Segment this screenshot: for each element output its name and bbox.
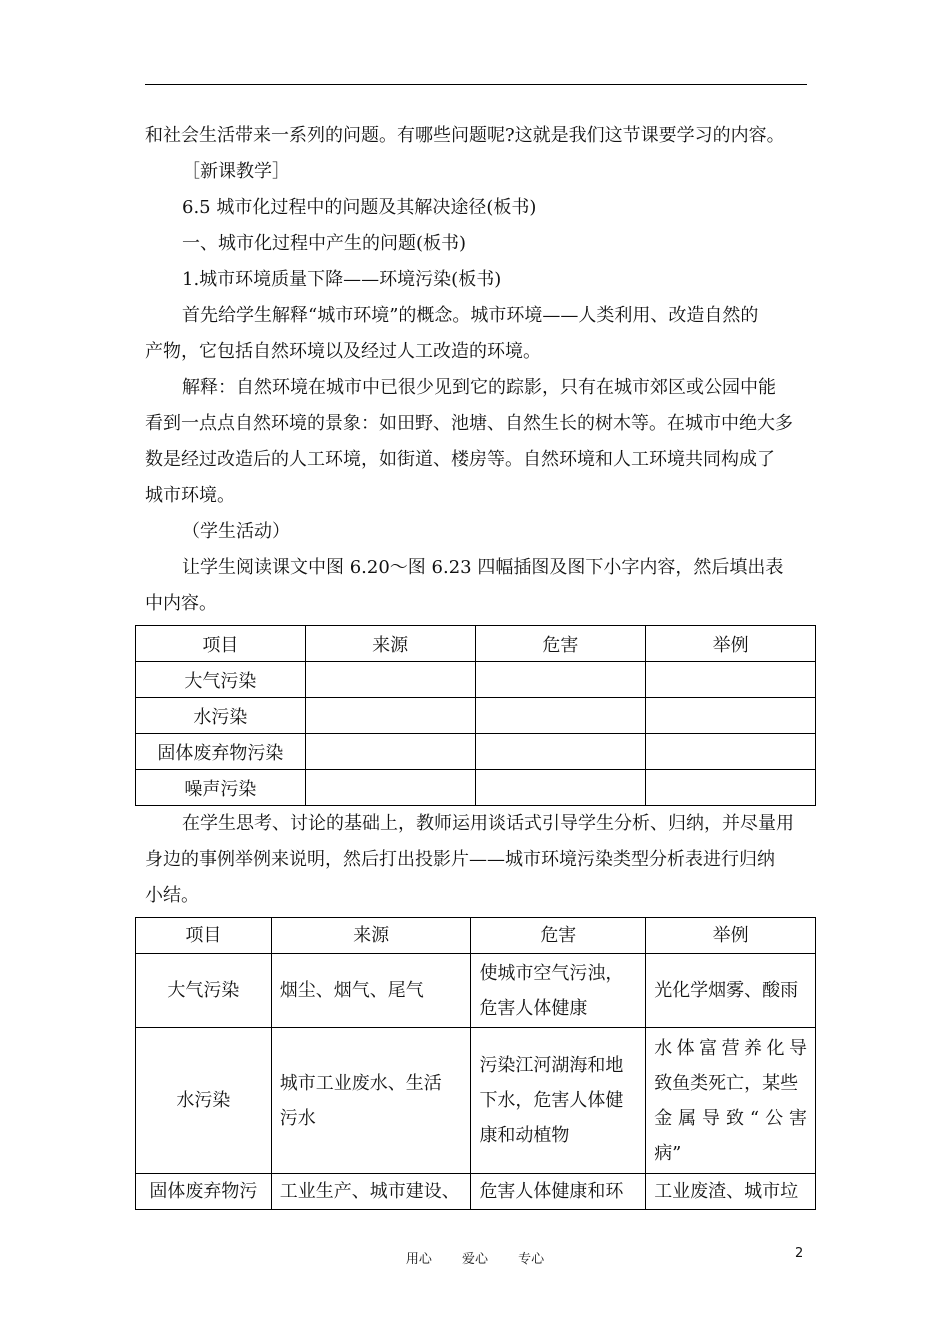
row-example	[646, 1028, 816, 1174]
empty-cell	[475, 698, 646, 734]
empty-cell	[305, 698, 475, 734]
section-label: ［新课教学］	[182, 161, 290, 182]
paragraph-line: 让学生阅读课文中图 6.20～图 6.23 四幅插图及图下小字内容，然后填出表	[182, 557, 784, 578]
paragraph-line: 解释：自然环境在城市中已很少见到它的踪影，只有在城市郊区或公园中能	[182, 377, 776, 398]
empty-cell	[305, 662, 475, 698]
row-example: 光化学烟雾、酸雨	[646, 954, 816, 1028]
row-item: 固体废弃物污	[136, 1174, 272, 1210]
row-item: 噪声污染	[136, 770, 306, 806]
header-example: 举例	[646, 918, 816, 954]
table-row	[136, 698, 816, 734]
empty-cell	[305, 770, 475, 806]
header-source: 来源	[305, 626, 475, 662]
empty-cell	[475, 662, 646, 698]
header-harm: 危害	[475, 626, 646, 662]
row-item: 水污染	[136, 1028, 272, 1174]
paragraph-line: 在学生思考、讨论的基础上，教师运用谈话式引导学生分析、归纳，并尽量用	[182, 813, 794, 834]
table-row	[136, 1028, 816, 1174]
section-title: 6.5 城市化过程中的问题及其解决途径(板书)	[182, 197, 537, 218]
table-row	[136, 954, 816, 1028]
footer-word: 爱心	[461, 1252, 488, 1267]
empty-cell	[475, 770, 646, 806]
cell-line: 污水	[279, 1107, 316, 1129]
table-row	[136, 770, 816, 806]
paragraph-line: 首先给学生解释“城市环境”的概念。城市环境——人类利用、改造自然的	[182, 305, 759, 326]
paragraph-line: 看到一点点自然环境的景象：如田野、池塘、自然生长的树木等。在城市中绝大多	[145, 413, 793, 434]
subsection-title: 一、城市化过程中产生的问题(板书)	[182, 233, 467, 254]
cell-line: 病”	[654, 1142, 682, 1164]
row-item: 固体废弃物污染	[136, 734, 306, 770]
row-source	[271, 1028, 471, 1174]
cell-line: 使城市空气污浊，	[479, 962, 624, 984]
empty-cell	[475, 734, 646, 770]
cell-line: 水体富营养化导	[654, 1037, 807, 1059]
row-item: 水污染	[136, 698, 306, 734]
activity-label: （学生活动）	[182, 521, 290, 542]
empty-cell	[646, 698, 816, 734]
paragraph-line: 小结。	[145, 885, 199, 906]
page-number: 2	[795, 1246, 804, 1261]
table-row	[136, 1174, 816, 1210]
cell-line: 城市工业废水、生活	[279, 1072, 442, 1094]
table-header-row	[136, 626, 816, 662]
row-item: 大气污染	[136, 954, 272, 1028]
row-source: 烟尘、烟气、尾气	[271, 954, 471, 1028]
cell-line: 下水，危害人体健	[479, 1090, 624, 1111]
row-harm	[471, 954, 646, 1028]
empty-cell	[646, 770, 816, 806]
header-rule	[145, 84, 807, 85]
header-harm: 危害	[471, 918, 646, 954]
cell-line: 危害人体健康	[479, 997, 588, 1019]
row-item: 大气污染	[136, 662, 306, 698]
footer-word: 用心	[405, 1252, 432, 1267]
row-example: 工业废渣、城市垃	[646, 1174, 816, 1210]
row-source: 工业生产、城市建设、	[271, 1174, 471, 1210]
cell-line: 康和动植物	[479, 1125, 570, 1146]
empty-cell	[646, 734, 816, 770]
paragraph-line: 和社会生活带来一系列的问题。有哪些问题呢?这就是我们这节课要学习的内容。	[145, 125, 785, 146]
page-footer	[0, 1248, 950, 1267]
blank-pollution-table	[135, 625, 816, 806]
cell-line: 致鱼类死亡，某些	[654, 1072, 799, 1094]
header-item: 项目	[136, 918, 272, 954]
paragraph-line: 中内容。	[145, 593, 217, 614]
table-row	[136, 662, 816, 698]
table-header-row	[136, 918, 816, 954]
paragraph-line: 城市环境。	[145, 485, 235, 506]
pollution-summary-table	[135, 917, 816, 1210]
table-row	[136, 734, 816, 770]
row-harm: 危害人体健康和环	[471, 1174, 646, 1210]
row-harm	[471, 1028, 646, 1174]
empty-cell	[646, 662, 816, 698]
paragraph-line: 产物，它包括自然环境以及经过人工改造的环境。	[145, 341, 541, 362]
subsection-heading: 1.城市环境质量下降——环境污染(板书)	[182, 269, 502, 290]
footer-word: 专心	[518, 1252, 545, 1267]
paragraph-line: 身边的事例举例来说明，然后打出投影片——城市环境污染类型分析表进行归纳	[145, 849, 775, 870]
cell-line: 污染江河湖海和地	[479, 1055, 624, 1076]
paragraph-line: 数是经过改造后的人工环境，如街道、楼房等。自然环境和人工环境共同构成了	[145, 449, 775, 470]
header-item: 项目	[136, 626, 306, 662]
cell-line: 金属导致“公害	[654, 1107, 807, 1129]
header-example: 举例	[646, 626, 816, 662]
empty-cell	[305, 734, 475, 770]
header-source: 来源	[271, 918, 471, 954]
